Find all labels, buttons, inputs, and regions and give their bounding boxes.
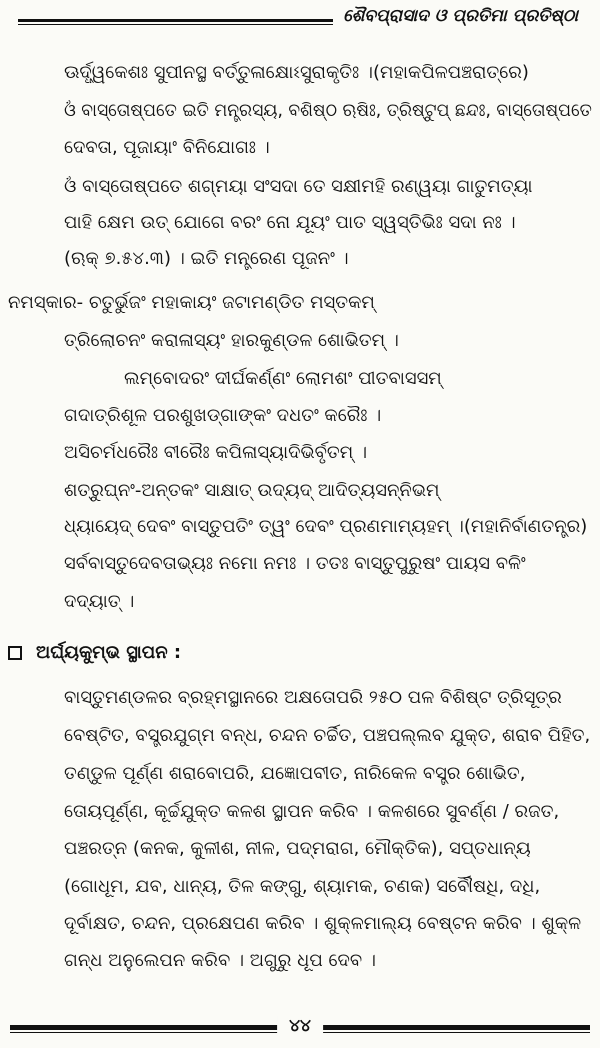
text-line: ଗନ୍ଧ ଅନୁଲେପନ କରିବ । ଅଗୁରୁ ଧୂପ ଦେବ । — [64, 950, 377, 971]
text-line: (ଋକ୍ ୭.୫୪.୩) । ଇତି ମନ୍ତ୍ରେଣ ପୂଜନଂ । — [64, 248, 349, 269]
text-line: ଶତ୍ରୁଘ୍ନଂ-ଅନ୍ତକଂ ସାକ୍ଷାତ୍ ଉଦ୍ୟଦ୍ ଆଦିତ୍ୟସନ୍ନିଭମ୍ — [64, 480, 440, 501]
text-line: ତ୍ରିଲୋଚନଂ କରାଳାସ୍ୟଂ ହାରକୁଣ୍ଡଳ ଶୋଭିତମ୍ । — [64, 330, 399, 351]
text-line: ତୋୟପୂର୍ଣ୍ଣ, କୂର୍ଚ୍ଚଯୁକ୍ତ କଳଶ ସ୍ଥାପନ କରିବ । କଳଶରେ ସୁବର୍ଣ୍ଣ / ରଜତ, — [64, 801, 560, 822]
text-line: ଦେବତା, ପୂଜାୟାଂ ବିନିଯୋଗଃ । — [64, 137, 270, 158]
text-line: ଧ୍ୟାୟେଦ୍ ଦେବଂ ବାସ୍ତୁପତିଂ ତ୍ୱଂ ଦେବଂ ପ୍ରଣମାମ୍ୟହମ୍ ।(ମହାନିର୍ବାଣତନ୍ତ୍ର) — [64, 516, 588, 537]
text-line: ବାସ୍ତୁମଣ୍ଡଳର ବ୍ରହ୍ମସ୍ଥାନରେ ଅକ୍ଷତୋପରି ୨୫୦ ପଳ ବିଶିଷ୍ଟ ତ୍ରିସୂତ୍ର — [64, 687, 562, 708]
text-line: ଅସିଚର୍ମଧରୈଃ ବୀରୈଃ କପିଳାସ୍ୟାଦିଭିର୍ବୃତମ୍ । — [64, 442, 368, 463]
text-line: ଊର୍ଦ୍ଧ୍ୱକେଶଃ ସୁପୀନସ୍ଥ ବର୍ତ୍ତୁଳାକ୍ଷୋଽସୁରାକୃତିଃ ।(ମହାକପିଳପଞ୍ଚରାତ୍ରେ) — [64, 62, 529, 83]
text-line: ଗଦାତ୍ରିଶୂଳ ପରଶୁଖଡ୍ଗାଙ୍କଂ ଦଧତଂ କରୈଃ । — [64, 405, 382, 426]
running-header — [18, 8, 584, 32]
text-line: ବେଷ୍ଟିତ, ବସ୍ତ୍ରଯୁଗ୍ମ ବନ୍ଧ, ଚନ୍ଦନ ଚର୍ଚ୍ଚିତ, ପଞ୍ଚପଲ୍ଲବ ଯୁକ୍ତ, ଶରାବ ପିହିତ, — [64, 725, 591, 746]
page-footer — [10, 1016, 590, 1040]
section-heading: ଅର୍ଘ୍ୟକୁମ୍ଭ ସ୍ଥାପନ : — [36, 642, 182, 663]
text-line: (ଗୋଧୂମ, ଯବ, ଧାନ୍ୟ, ତିଳ କଙ୍ଗୁ, ଶ୍ୟାମକ, ଚଣକ) ସର୍ବୌଷଧି, ଦଧି, — [64, 876, 541, 897]
text-line-namaskar: ନମସ୍କାର- ଚତୁର୍ଭୁଜଂ ମହାକାୟଂ ଜଟାମଣ୍ଡିତ ମସ୍ତକମ୍ — [8, 292, 375, 313]
text-line: ସର୍ବବାସ୍ତୁଦେବତାଭ୍ୟଃ ନମୋ ନମଃ । ତତଃ ବାସ୍ତୁପୁରୁଷଂ ପାୟସ ବଳିଂ — [64, 553, 526, 574]
page-number: ୪୪ — [277, 1016, 323, 1036]
text-line: ପାହି କ୍ଷେମ ଉତ୍ ଯୋଗେ ବରଂ ନୋ ଯୂୟଂ ପାତ ସ୍ୱସ୍ତିଭିଃ ସଦା ନଃ । — [64, 212, 516, 233]
text-line: ଓଁ ବାସ୍ତୋଷ୍ପତେ ଶଗ୍ମୟା ସଂସଦା ତେ ସକ୍ଷୀମହି ରଣ୍ୱୟା ଗାତୁମତ୍ୟା — [64, 176, 533, 197]
text-line: ଦୂର୍ବାକ୍ଷତ, ଚନ୍ଦନ, ପ୍ରକ୍ଷେପଣ କରିବ । ଶୁକ୍ଳମାଲ୍ୟ ବେଷ୍ଟନ କରିବ । ଶୁକ୍ଳ — [64, 913, 582, 934]
checkbox-square-icon — [8, 646, 22, 660]
text-line: ଦଦ୍ୟାତ୍ । — [64, 591, 135, 612]
text-line: ଓଁ ବାସ୍ତୋଷ୍ପତେ ଇତି ମନ୍ତ୍ରସ୍ୟ, ବଶିଷ୍ଠ ଋଷିଃ, ତ୍ରିଷ୍ଟୁପ୍ ଛନ୍ଦଃ, ବାସ୍ତୋଷ୍ପତେ — [64, 100, 592, 121]
header-title: ଶୈବପ୍ରାସାଦ ଓ ପ୍ରତିମା ପ୍ରତିଷ୍ଠା — [333, 6, 584, 26]
text-line: ଲମ୍ବୋଦରଂ ଦୀର୍ଘକର୍ଣ୍ଣଂ ଲୋମଶଂ ପୀତବାସସମ୍ — [124, 368, 442, 389]
text-line: ପଞ୍ଚରତ୍ନ (କନକ, କୁଳୀଶ, ନୀଳ, ପଦ୍ମରାଗ, ମୌକ୍ତିକ), ସପ୍ତଧାନ୍ୟ — [64, 838, 531, 859]
text-line: ତଣ୍ଡୁଳ ପୂର୍ଣ୍ଣ ଶରାବୋପରି, ଯଜ୍ଞୋପବୀତ, ନାରିକେଳ ବସ୍ତ୍ର ଶୋଭିତ, — [64, 763, 526, 784]
